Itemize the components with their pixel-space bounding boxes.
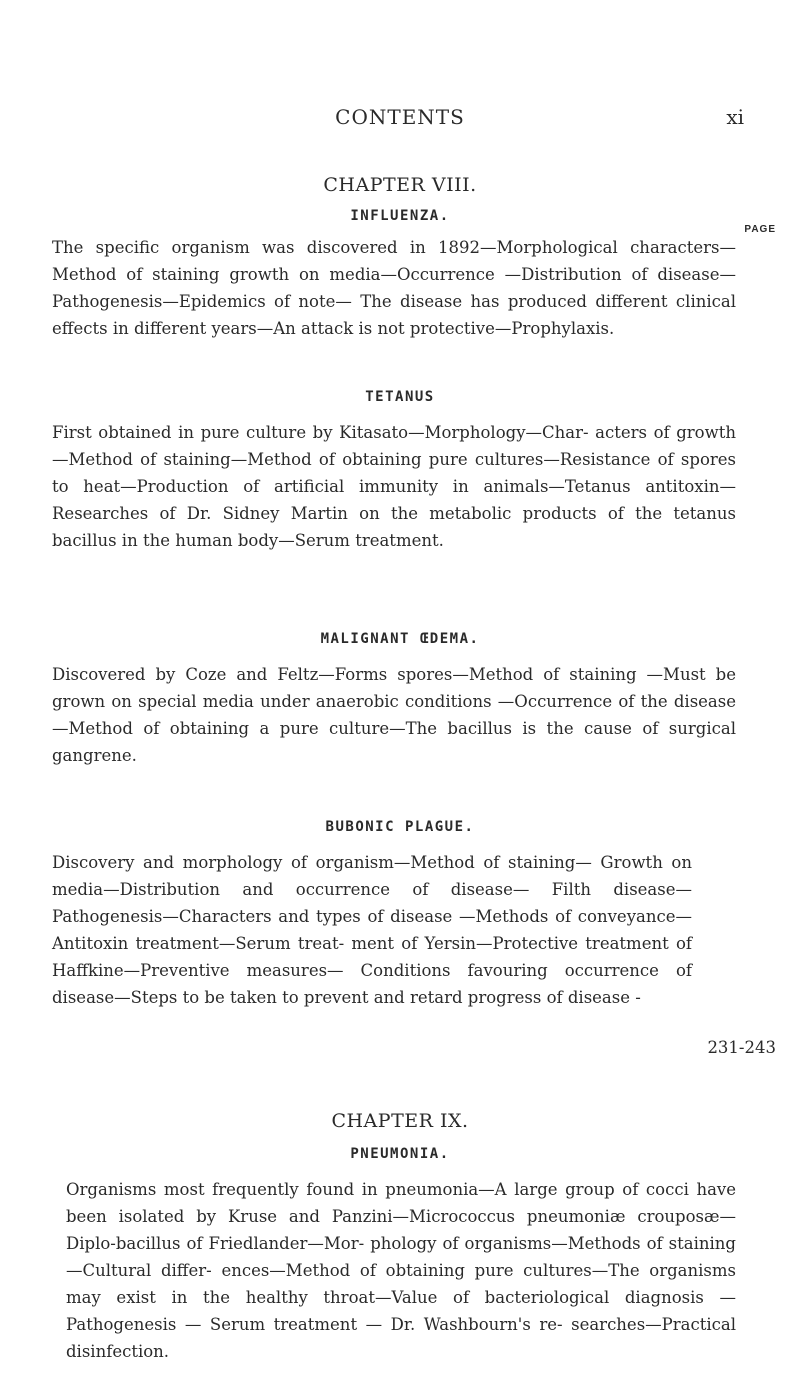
section-heading: PNEUMONIA.: [350, 1146, 450, 1162]
page-number: xi: [726, 105, 744, 129]
section-heading: TETANUS: [365, 389, 435, 405]
running-title: CONTENTS: [335, 105, 465, 129]
page-range: 231-243: [707, 1038, 776, 1057]
section-heading: BUBONIC PLAGUE.: [325, 819, 475, 835]
section-summary: First obtained in pure culture by Kitasato—Morphology—Char- acters of growth—Method of staining—Method of obtaining pure cultures—Resistance of spores to heat—Production of artificial immunity in animals—Tetanus antitoxin—Researches of Dr. Sidney Martin on the metabolic products of the tetanus bacillus in the human body—Serum treatment.: [52, 423, 736, 550]
section-heading: INFLUENZA.: [350, 208, 450, 224]
section-heading: MALIGNANT ŒDEMA.: [320, 631, 480, 647]
page-column-label: PAGE: [744, 224, 776, 235]
chapter-heading: CHAPTER IX.: [331, 1110, 469, 1132]
section-summary: Discovered by Coze and Feltz—Forms spores—Method of staining —Must be grown on special media under anaerobic conditions —Occurrence of the disease—Method of obtaining a pure culture—The bacillus is the cause of surgical gangrene.: [52, 665, 736, 765]
section-summary: Organisms most frequently found in pneumonia—A large group of cocci have been isolated by Kruse and Panzini—Micrococcus pneumoniæ crouposæ—Diplo-bacillus of Friedlander—Mor- phology of organisms—Methods of staining—Cultural differ- ences—Method of obtaining pure cultures—The organisms may exist in the healthy throat—Value of bacteriological diagnosis — Pathogenesis — Serum treatment — Dr. Washbourn's re- searches—Practical disinfection.: [66, 1180, 736, 1361]
chapter-heading: CHAPTER VIII.: [323, 174, 477, 196]
section-summary: Discovery and morphology of organism—Method of staining— Growth on media—Distribution and occurrence of disease— Filth disease—Pathogenesis—Characters and types of disease —Methods of conveyance—Antitoxin treatment—Serum treat- ment of Yersin—Protective treatment of Haffkine—Preventive measures— Conditions favouring occurrence of disease—Steps to be taken to prevent and retard progress of disease -: [52, 853, 692, 1007]
running-head: [0, 105, 800, 135]
section-summary: The specific organism was discovered in 1892—Morphological characters—Method of staining growth on media—Occurrence —Distribution of disease—Pathogenesis—Epidemics of note— The disease has produced different clinical effects in different years—An attack is not protective—Prophylaxis.: [52, 238, 736, 338]
